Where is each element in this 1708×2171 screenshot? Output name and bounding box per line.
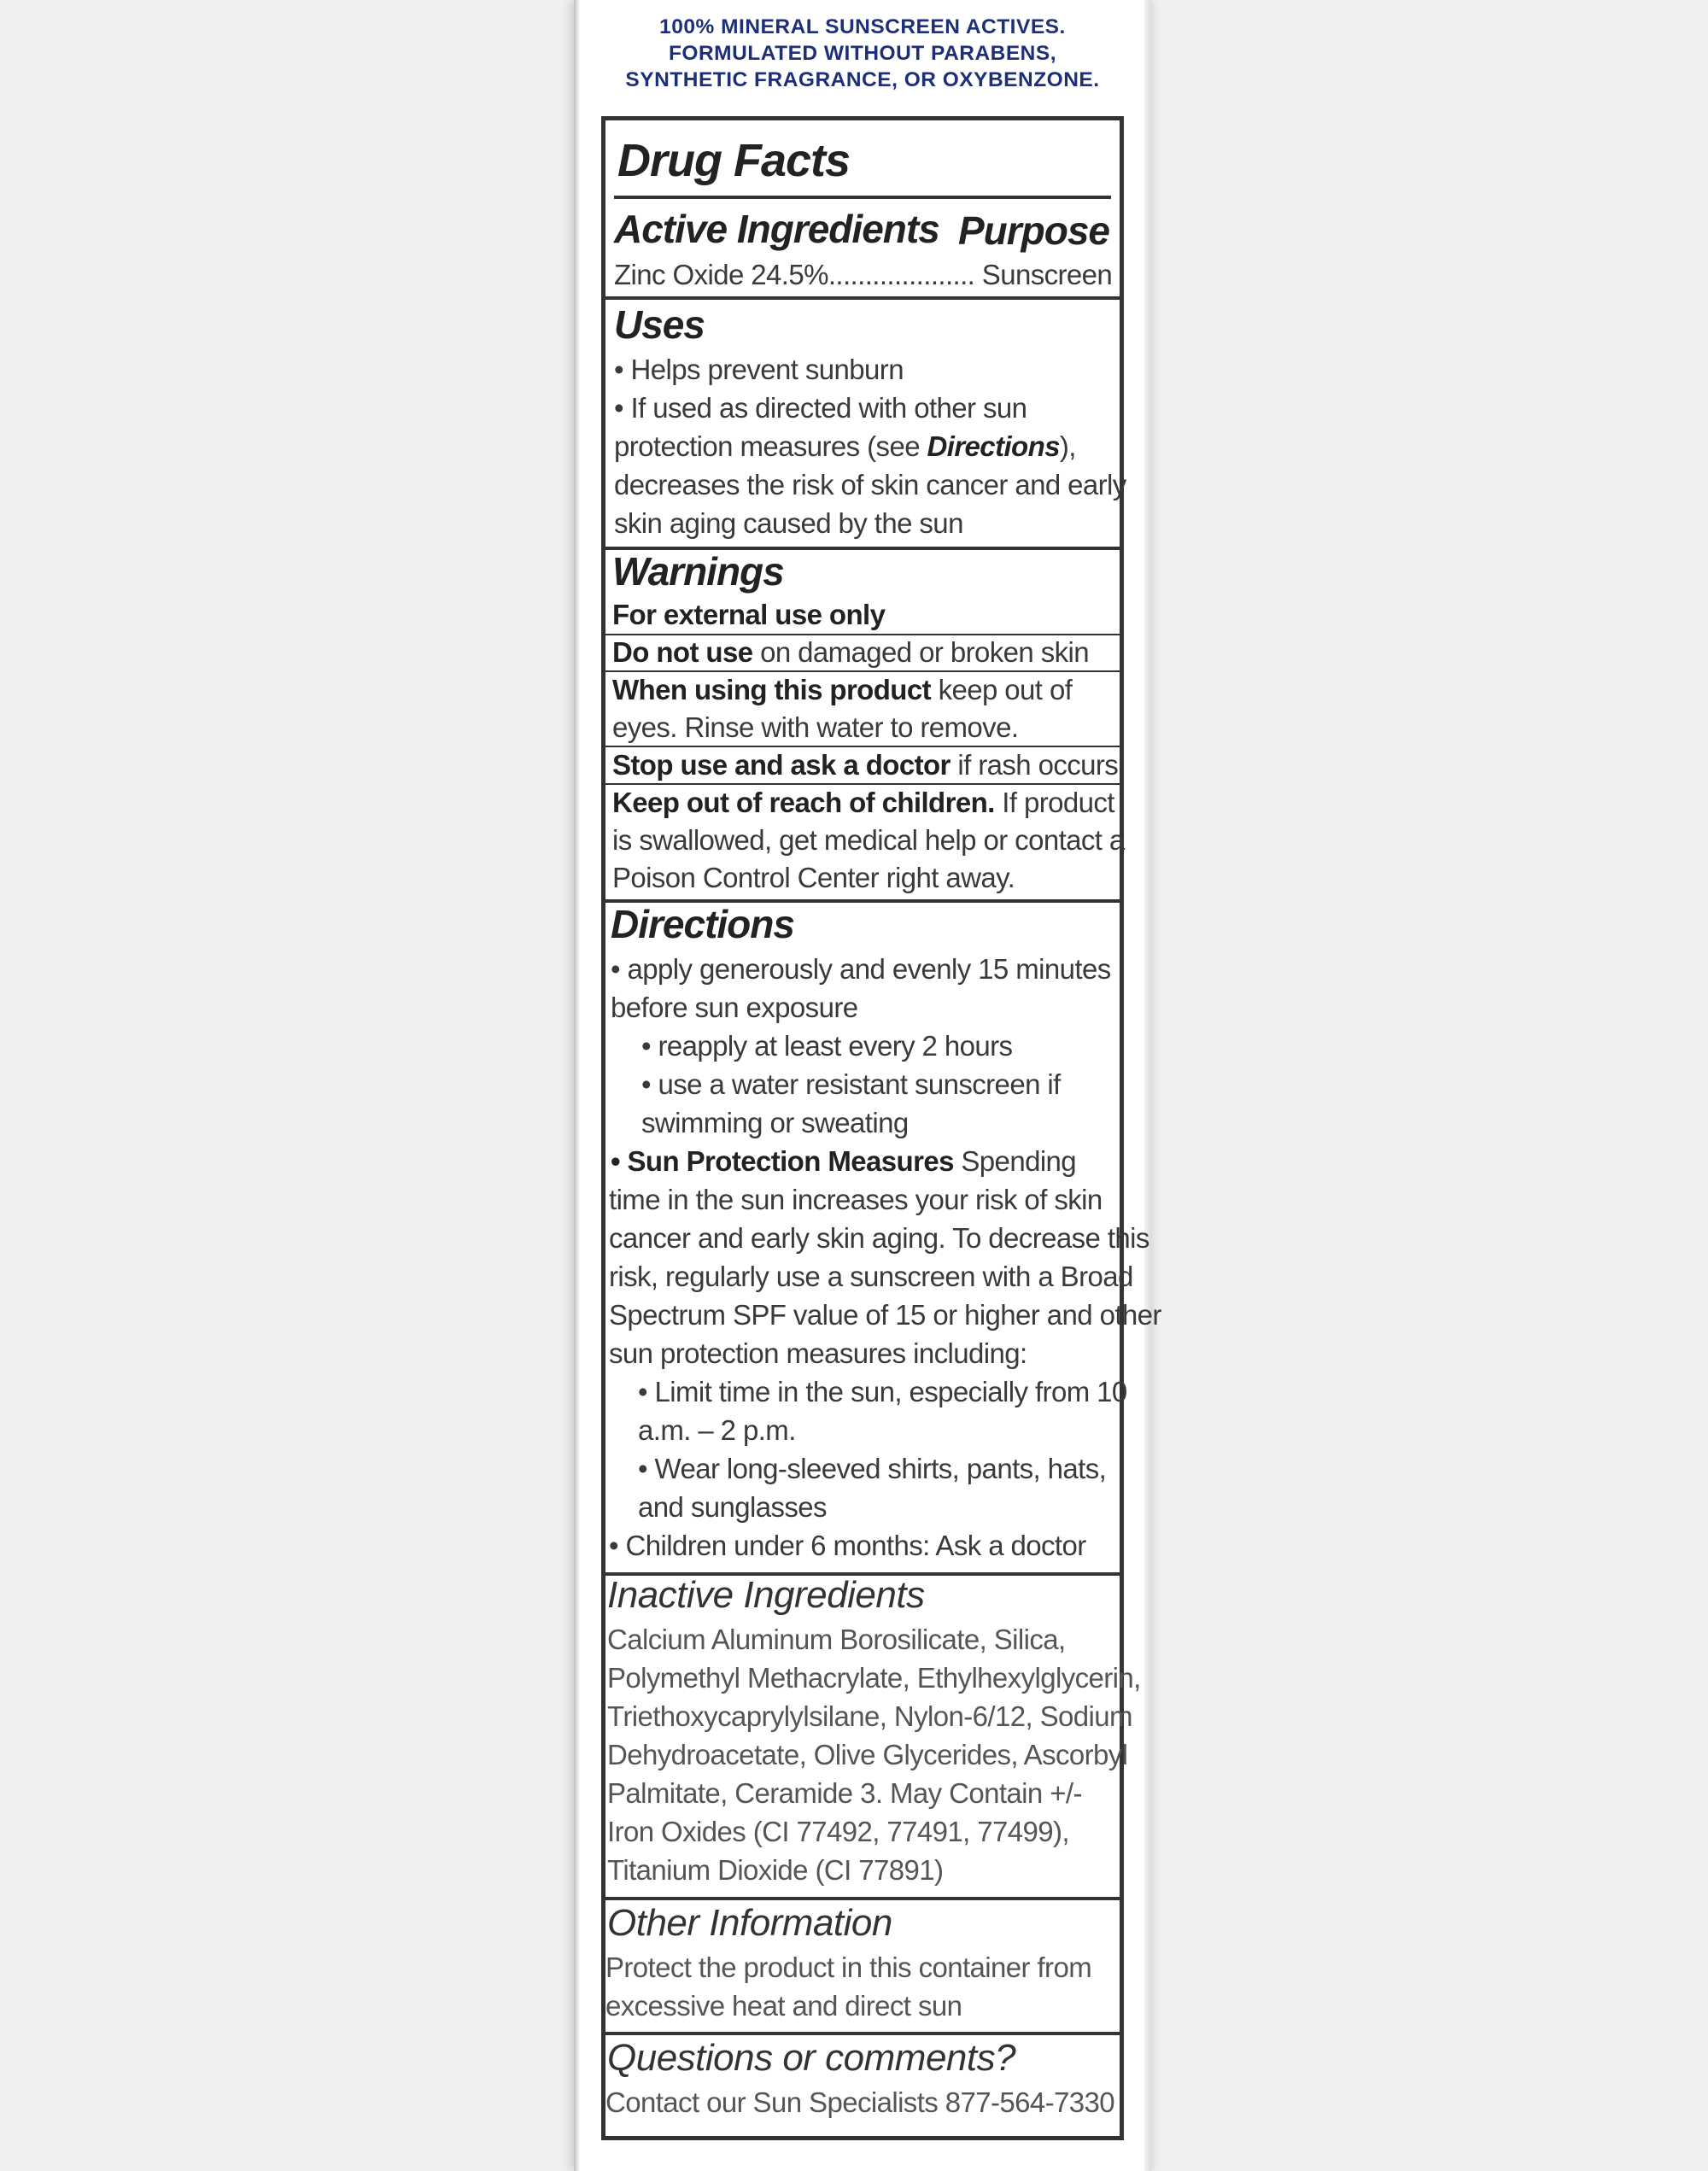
when-using-text-line2: eyes. Rinse with water to remove. [612, 711, 1019, 743]
directions-line: and sunglasses [638, 1491, 827, 1523]
purpose-heading: Purpose [957, 208, 1109, 253]
other-information-heading: Other Information [607, 1902, 892, 1944]
do-not-use-text: on damaged or broken skin [752, 636, 1089, 668]
keep-out-text: If product [994, 787, 1114, 818]
active-ingredients-heading: Active Ingredients [614, 207, 939, 251]
inactive-ingredients-heading: Inactive Ingredients [607, 1574, 925, 1616]
directions-line: cancer and early skin aging. To decrease this [609, 1222, 1149, 1254]
when-using-warning [612, 674, 1072, 706]
directions-line: sun protection measures including: [609, 1337, 1027, 1369]
inactive-line: Triethoxycaprylylsilane, Nylon-6/12, Sodium [607, 1700, 1132, 1732]
carton-left-edge [574, 0, 579, 2171]
uses-line: • Helps prevent sunburn [614, 354, 904, 385]
warnings-heading: Warnings [612, 549, 784, 594]
questions-heading: Questions or comments? [607, 2037, 1016, 2079]
uses-line-text: ), [1059, 430, 1076, 462]
when-using-text: keep out of [931, 674, 1073, 705]
title-rule [614, 196, 1111, 199]
sun-protection-measures-label: • Sun Protection Measures [611, 1145, 954, 1177]
inactive-line: Iron Oxides (CI 77492, 77491, 77499), [607, 1816, 1069, 1847]
drug-facts-title: Drug Facts [617, 135, 851, 186]
directions-line: a.m. – 2 p.m. [638, 1414, 796, 1446]
claim-line-1: 100% MINERAL SUNSCREEN ACTIVES. [659, 15, 1066, 38]
directions-line: • reapply at least every 2 hours [641, 1030, 1013, 1062]
sun-protection-measures-text: Spending [953, 1145, 1077, 1177]
directions-line: risk, regularly use a sunscreen with a Broad [609, 1261, 1133, 1292]
when-using-label: When using this product [612, 674, 931, 705]
inactive-line: Polymethyl Methacrylate, Ethylhexylglycerin, [607, 1662, 1141, 1694]
warning-divider [605, 783, 1120, 785]
directions-line: • Children under 6 months: Ask a doctor [609, 1530, 1086, 1561]
uses-line: decreases the risk of skin cancer and early [614, 469, 1126, 500]
directions-reference: Directions [927, 430, 1060, 462]
keep-out-line2: is swallowed, get medical help or contact a [612, 824, 1125, 856]
mineral-claim [598, 14, 1127, 93]
do-not-use-label: Do not use [612, 636, 753, 668]
drug-facts-panel [601, 116, 1161, 2140]
directions-heading: Directions [611, 902, 794, 946]
stop-use-text: if rash occurs [950, 749, 1119, 781]
inactive-line: Dehydroacetate, Olive Glycerides, Ascorbyl [607, 1739, 1128, 1770]
carton-right-edge [1144, 0, 1151, 2171]
directions-line: swimming or sweating [641, 1107, 909, 1138]
keep-out-warning [612, 787, 1114, 819]
directions-line: before sun exposure [611, 992, 858, 1023]
warning-divider [605, 634, 1120, 635]
uses-line [614, 430, 1076, 463]
section-divider [605, 2032, 1120, 2035]
section-divider [605, 296, 1120, 300]
inactive-line: Titanium Dioxide (CI 77891) [607, 1854, 944, 1886]
directions-line: time in the sun increases your risk of skin [609, 1184, 1103, 1215]
claim-line-2: FORMULATED WITHOUT PARABENS, [668, 42, 1057, 65]
section-divider [605, 1897, 1120, 1900]
warning-divider [605, 746, 1120, 747]
warning-divider [605, 670, 1120, 672]
directions-line: • use a water resistant sunscreen if [641, 1068, 1061, 1100]
contact-line: Contact our Sun Specialists 877-564-7330 [605, 2086, 1115, 2118]
stop-use-label: Stop use and ask a doctor [612, 749, 951, 781]
directions-line: Spectrum SPF value of 15 or higher and other [609, 1299, 1161, 1331]
uses-heading: Uses [614, 302, 705, 347]
uses-line-text: protection measures (see [614, 430, 927, 462]
other-information-line: Protect the product in this container from [605, 1952, 1092, 1983]
directions-line: • Limit time in the sun, especially from 10 [638, 1376, 1127, 1407]
claim-line-3: SYNTHETIC FRAGRANCE, OR OXYBENZONE. [625, 68, 1100, 91]
do-not-use-warning [612, 636, 1089, 669]
stop-use-warning [612, 749, 1118, 781]
keep-out-label: Keep out of reach of children. [612, 787, 995, 818]
uses-line: skin aging caused by the sun [614, 507, 963, 539]
sun-protection-measures-line [611, 1145, 1076, 1178]
external-use-warning: For external use only [612, 599, 886, 630]
active-ingredient-line: Zinc Oxide 24.5%.................... Sunscreen [614, 259, 1113, 290]
directions-line: • Wear long-sleeved shirts, pants, hats, [638, 1453, 1107, 1484]
uses-line: • If used as directed with other sun [614, 392, 1027, 424]
directions-line: • apply generously and evenly 15 minutes [611, 953, 1111, 985]
keep-out-line3: Poison Control Center right away. [612, 862, 1015, 893]
other-information-line: excessive heat and direct sun [605, 1990, 962, 2022]
inactive-line: Calcium Aluminum Borosilicate, Silica, [607, 1624, 1066, 1655]
inactive-line: Palmitate, Ceramide 3. May Contain +/- [607, 1777, 1082, 1809]
